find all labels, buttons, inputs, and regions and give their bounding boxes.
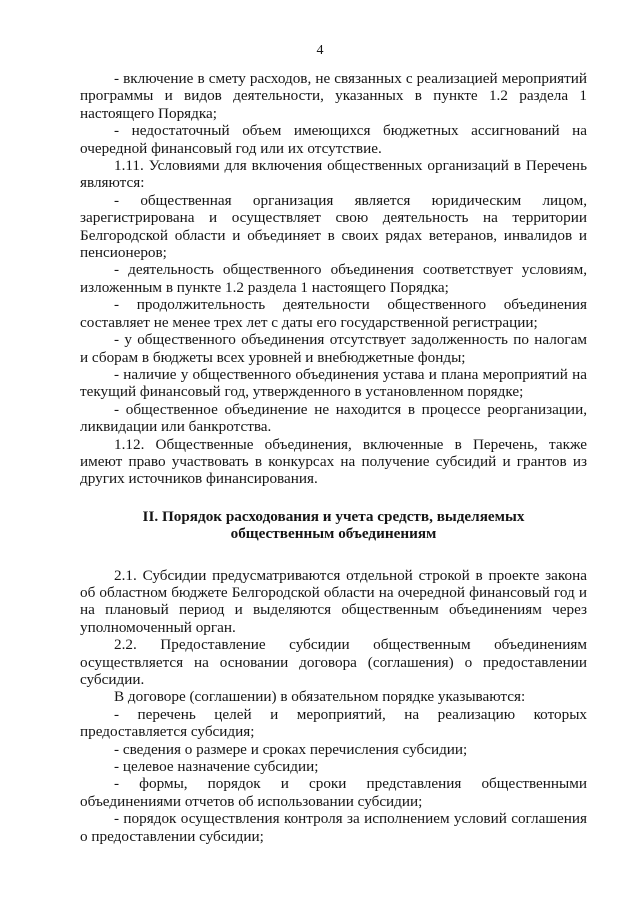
paragraph: В договоре (соглашении) в обязательном порядке указываются: <box>114 688 526 706</box>
paragraph: 2.2. Предоставление субсидии общественным объединениям осуществляется на основании договора (соглашения) о предоставлении субсидии. <box>80 636 587 688</box>
paragraph: - наличие у общественного объединения устава и плана мероприятий на текущий финансовый год, утвержденного в установленном порядке; <box>80 365 587 401</box>
paragraph: - деятельность общественного объединения соответствует условиям, изложенным в пункте 1.2 раздела 1 настоящего Порядка; <box>80 261 587 296</box>
page-number: 4 <box>316 43 324 58</box>
document-body <box>80 70 587 845</box>
paragraph: - продолжительность деятельности общественного объединения составляет не менее трех лет с даты его государственной регистрации; <box>80 296 587 331</box>
paragraph: - недостаточный объем имеющихся бюджетных ассигнований на очередной финансовый год или их отсутствие. <box>80 122 587 157</box>
section-heading <box>80 508 587 543</box>
paragraph: - сведения о размере и сроках перечисления субсидии; <box>114 740 468 758</box>
paragraph: - у общественного объединения отсутствует задолженность по налогам и сборам в бюджеты всех уровней и внебюджетные фонды; <box>80 331 587 366</box>
paragraph: 1.11. Условиями для включения общественных организаций в Перечень являются: <box>80 157 587 192</box>
paragraph: - порядок осуществления контроля за исполнением условий соглашения о предоставлении субсидии; <box>80 810 587 845</box>
paragraph: 2.1. Субсидии предусматриваются отдельной строкой в проекте закона об областном бюджете Белгородской области на очередной финансовый год и на плановый период и выделяются общественным объединениям через уполномоченный орган. <box>80 566 587 636</box>
paragraph: 1.12. Общественные объединения, включенные в Перечень, также имеют право участвовать в конкурсах на получение субсидий и грантов из других источников финансирования. <box>80 435 587 488</box>
paragraph: - формы, порядок и сроки представления общественными объединениями отчетов об использовании субсидии; <box>80 775 587 810</box>
paragraph: - общественная организация является юридическим лицом, зарегистрирована и осуществляет свою деятельность на территории Белгородской области и объединяет в своих рядах ветеранов, инвалидов и пенсионеров; <box>80 191 587 262</box>
paragraph: - перечень целей и мероприятий, на реализацию которых предоставляется субсидия; <box>80 705 587 741</box>
section-heading-line-1: II. Порядок расходования и учета средств, выделяемых <box>142 507 525 525</box>
paragraph: - целевое назначение субсидии; <box>114 758 319 776</box>
section-heading-line-2: общественным объединениям <box>230 525 437 543</box>
paragraph: - включение в смету расходов, не связанных с реализацией мероприятий программы и видов деятельности, указанных в пункте 1.2 раздела 1 настоящего Порядка; <box>80 70 587 122</box>
paragraph: - общественное объединение не находится в процессе реорганизации, ликвидации или банкротства. <box>80 400 587 436</box>
